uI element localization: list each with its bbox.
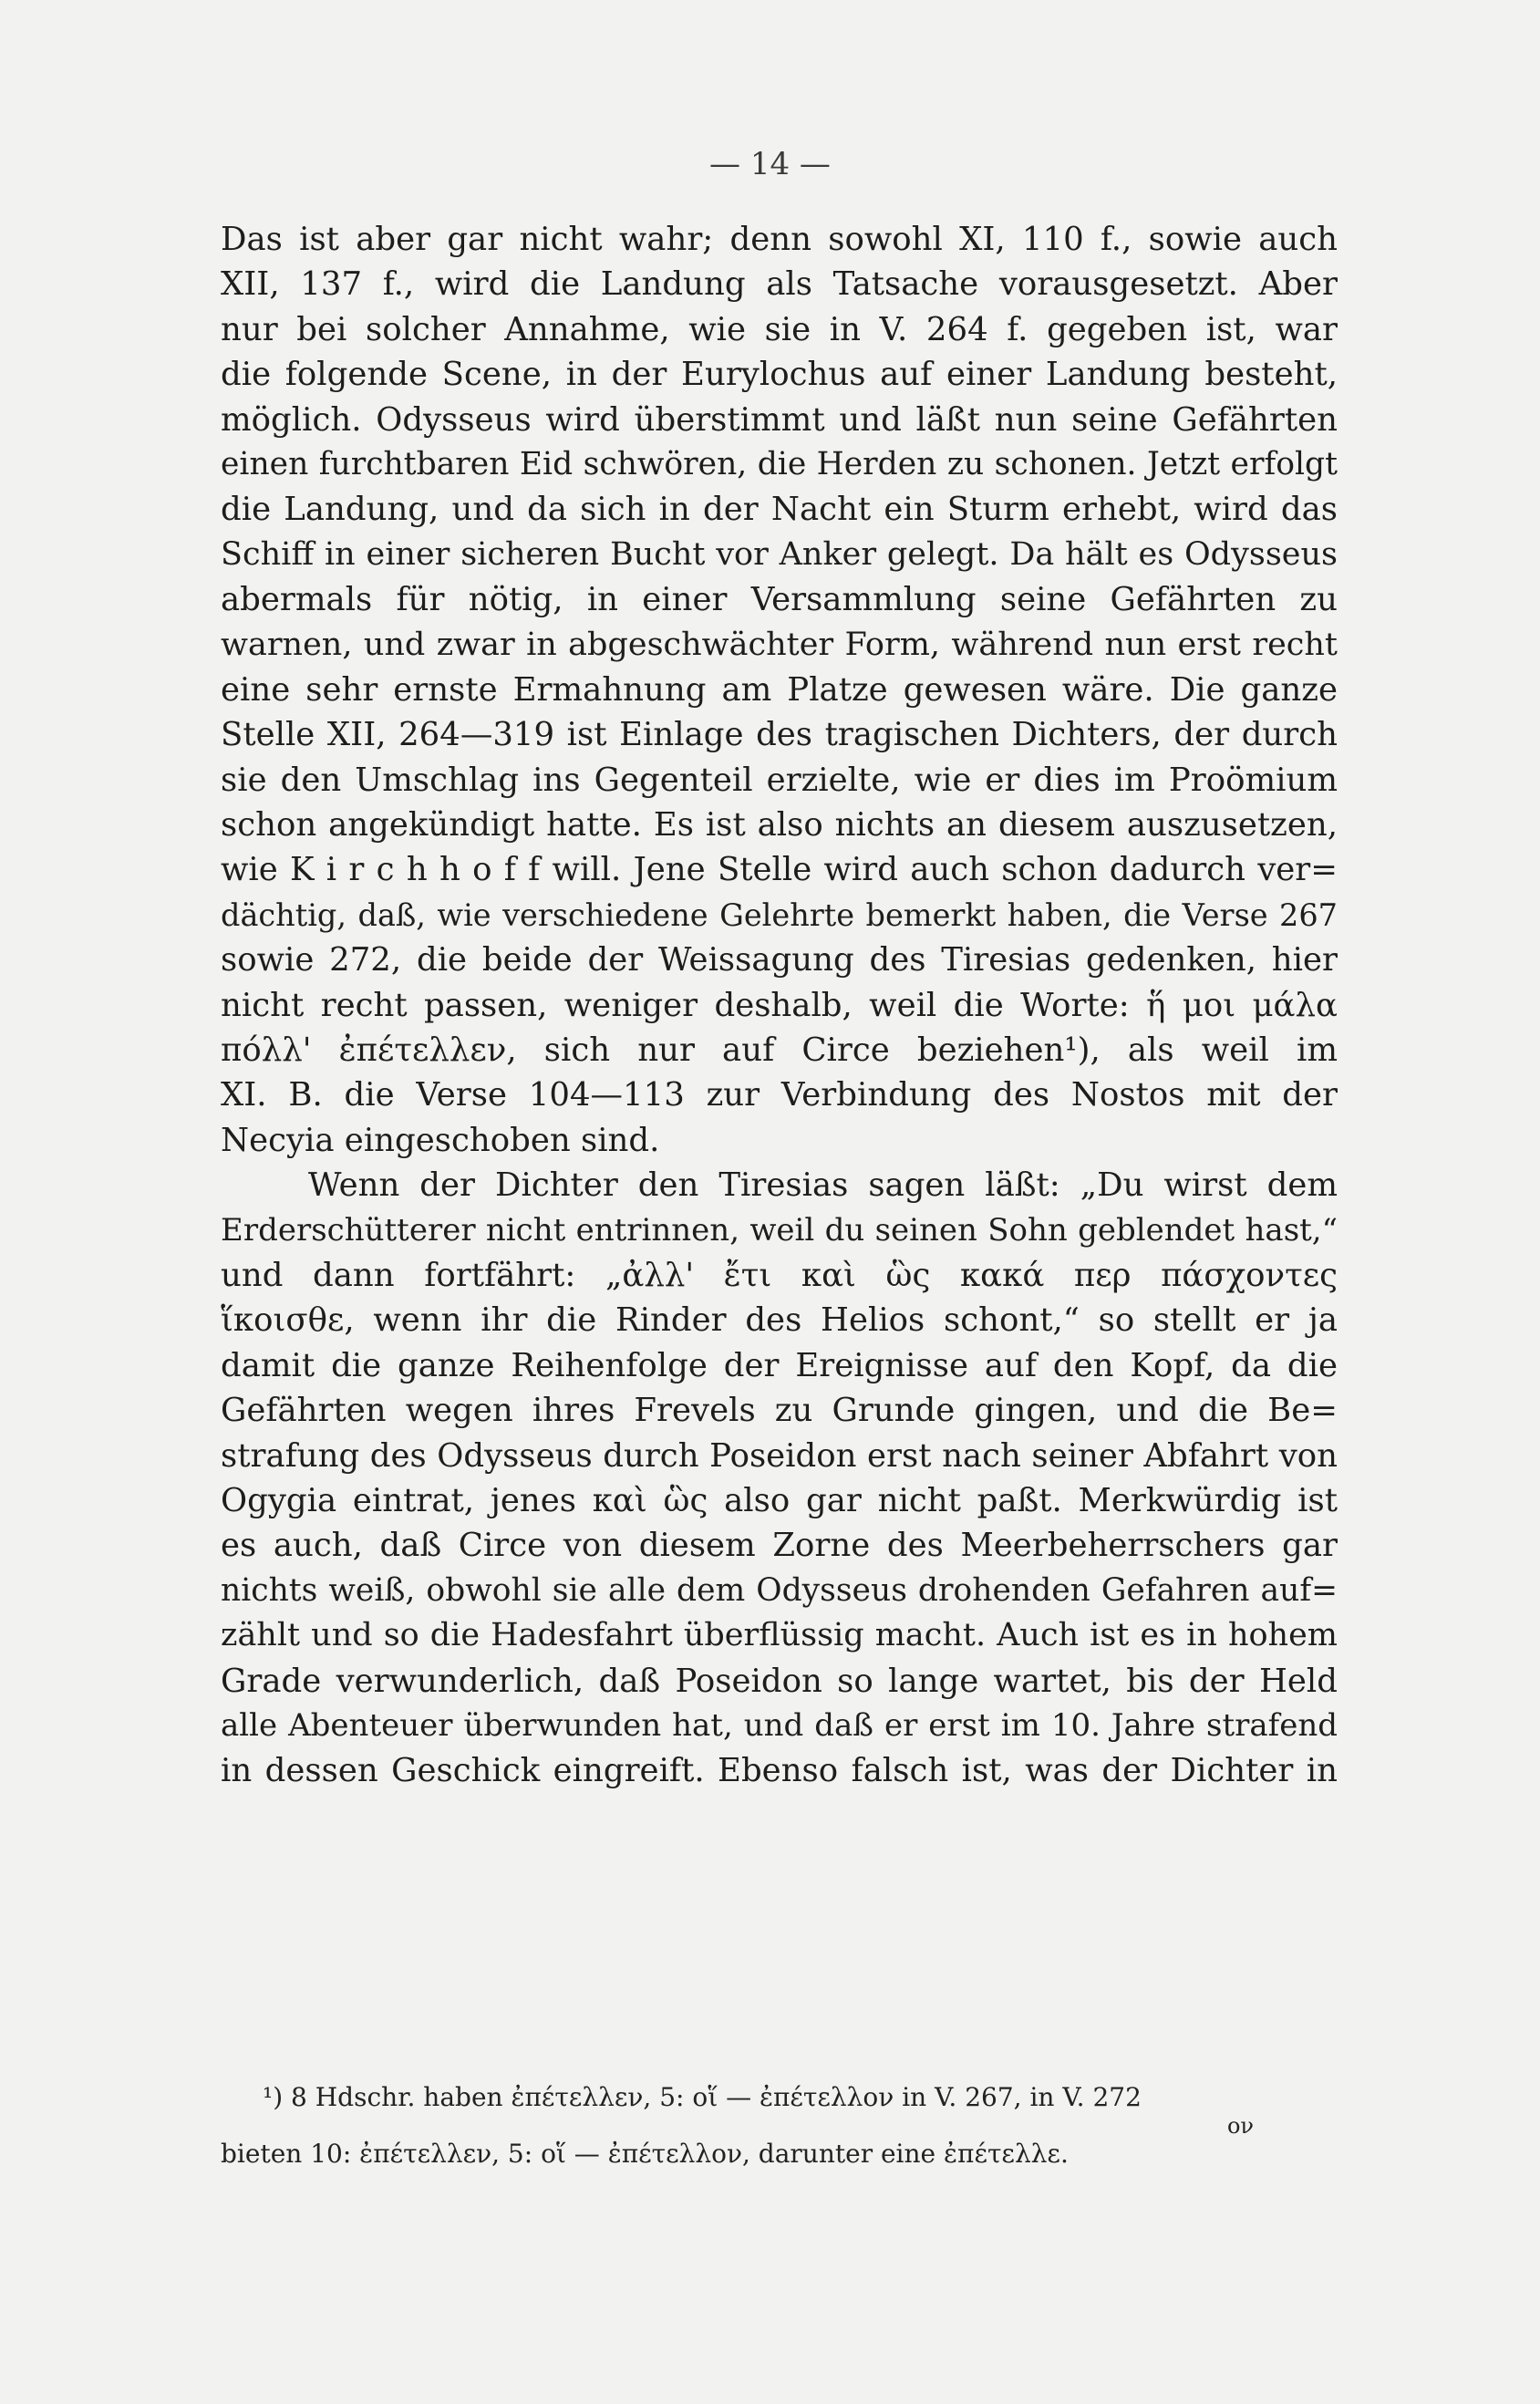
text-line: warnen, und zwar in abgeschwächter Form, während nun erst recht xyxy=(221,626,1338,663)
body-text xyxy=(221,217,1338,1794)
text-line: in dessen Geschick eingreift. Ebenso falsch ist, was der Dichter in xyxy=(221,1752,1338,1790)
footnote-line: bieten 10: ἐπέτελλεν, 5: οἵ — ἐπέτελλον, darunter eine ἐπέτελλε. xyxy=(221,2139,1069,2169)
text-line: Grade verwunderlich, daß Poseidon so lange wartet, bis der Held xyxy=(221,1662,1338,1700)
text-line: Stelle XII, 264—319 ist Einlage des tragischen Dichters, der durch xyxy=(221,716,1338,754)
text-line: schon angekündigt hatte. Es ist also nichts an diesem auszusetzen, xyxy=(221,806,1338,845)
text-line: es auch, daß Circe von diesem Zorne des Meerbeherrschers gar xyxy=(221,1527,1338,1565)
text-line: abermals für nötig, in einer Versammlung seine Gefährten zu xyxy=(221,581,1338,619)
text-line: wie K i r c h h o f f will. Jene Stelle wird auch schon dadurch ver= xyxy=(221,851,1338,889)
text-line: strafung des Odysseus durch Poseidon erst nach seiner Abfahrt von xyxy=(221,1436,1338,1475)
text-line: und dann fortfährt: „ἀλλ' ἔτι καὶ ὣς κακά περ πάσχοντες xyxy=(221,1256,1338,1294)
text-line: nur bei solcher Annahme, wie sie in V. 264 f. gegeben ist, war xyxy=(221,310,1338,348)
text-line: nichts weiß, obwohl sie alle dem Odysseus drohenden Gefahren auf= xyxy=(221,1571,1338,1609)
text-line: eine sehr ernste Ermahnung am Platze gewesen wäre. Die ganze xyxy=(221,670,1338,709)
text-line: möglich. Odysseus wird überstimmt und läßt nun seine Gefährten xyxy=(221,400,1338,439)
text-line: sowie 272, die beide der Weissagung des Tiresias gedenken, hier xyxy=(221,941,1338,979)
footnotes xyxy=(221,2081,1338,2171)
text-line: Wenn der Dichter den Tiresias sagen läßt: „Du wirst dem xyxy=(308,1166,1338,1205)
text-line: ἵκοισθε, wenn ihr die Rinder des Helios schont,“ so stellt er ja xyxy=(221,1301,1338,1340)
text-line: Schiff in einer sicheren Bucht vor Anker gelegt. Da hält es Odysseus xyxy=(221,535,1338,573)
text-line: alle Abenteuer überwunden hat, und daß er erst im 10. Jahre strafend xyxy=(221,1706,1338,1744)
text-line: Necyia eingeschoben sind. xyxy=(221,1121,660,1159)
text-line: nicht recht passen, weniger deshalb, weil die Worte: ἥ μοι μάλα xyxy=(221,986,1338,1024)
text-line: sie den Umschlag ins Gegenteil erzielte, wie er dies im Proömium xyxy=(221,761,1338,799)
text-line: dächtig, daß, wie verschiedene Gelehrte bemerkt haben, die Verse 267 xyxy=(221,896,1338,933)
text-line: damit die ganze Reihenfolge der Ereignisse auf den Kopf, da die xyxy=(221,1346,1338,1384)
footnote-line: ¹) 8 Hdschr. haben ἐπέτελλεν, 5: οἵ — ἐπέτελλον in V. 267, in V. 272 xyxy=(263,2082,1142,2112)
text-line: XI. B. die Verse 104—113 zur Verbindung des Nostos mit der xyxy=(221,1076,1338,1114)
text-line: zählt und so die Hadesfahrt überflüssig macht. Auch ist es in hohem xyxy=(221,1617,1338,1654)
text-line: XII, 137 f., wird die Landung als Tatsache vorausgesetzt. Aber xyxy=(221,265,1338,304)
text-line: die folgende Scene, in der Eurylochus auf einer Landung besteht, xyxy=(221,356,1338,394)
text-line: Gefährten wegen ihres Frevels zu Grunde gingen, und die Be= xyxy=(221,1392,1338,1430)
text-line: Das ist aber gar nicht wahr; denn sowohl XI, 110 f., sowie auch xyxy=(221,221,1338,258)
page-number: — 14 — xyxy=(709,146,831,182)
text-line: die Landung, und da sich in der Nacht ein Sturm erhebt, wird das xyxy=(221,491,1338,529)
text-line: Erderschütterer nicht entrinnen, weil du seinen Sohn geblendet hast,“ xyxy=(221,1211,1338,1249)
text-line: πόλλ' ἐπέτελλεν, sich nur auf Circe beziehen¹), als weil im xyxy=(221,1031,1338,1070)
footnote-superscript: ον xyxy=(1226,2113,1254,2139)
text-line: Ogygia eintrat, jenes καὶ ὣς also gar nicht paßt. Merkwürdig ist xyxy=(221,1481,1338,1519)
text-line: einen furchtbaren Eid schwören, die Herden zu schonen. Jetzt erfolgt xyxy=(221,445,1338,482)
